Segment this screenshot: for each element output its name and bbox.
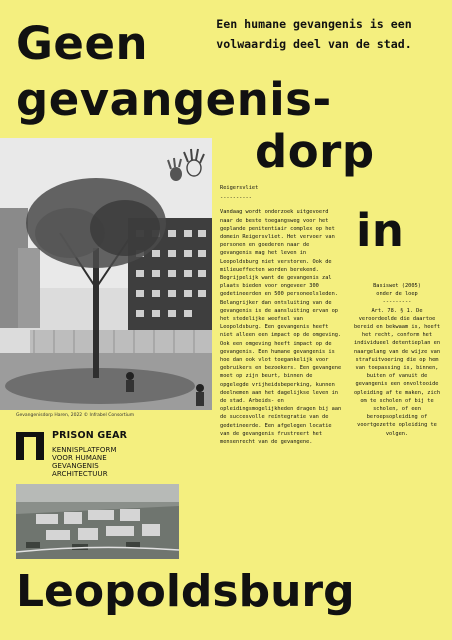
title-line-1: Geen bbox=[16, 17, 149, 70]
article-heading: Reigersvliet bbox=[220, 185, 259, 191]
tagline bbox=[184, 14, 444, 54]
brand-sub-line-4: ARCHITECTUUR bbox=[52, 470, 108, 478]
brand-sub-line-2: VOOR HUMANE bbox=[52, 454, 107, 462]
brand-name: PRISON GEAR bbox=[52, 430, 128, 441]
title-line-2: gevangenis- bbox=[16, 73, 332, 126]
photo-caption: Gevangenisdorp Haren, 2022 © Infrabel Consortium bbox=[16, 413, 135, 418]
aerial-photo-illustration bbox=[16, 484, 179, 559]
title-line-3: dorp bbox=[255, 125, 375, 178]
prison-photo bbox=[0, 138, 212, 410]
bottom-title: Leopoldsburg bbox=[16, 566, 355, 617]
article-body: Vandaag wordt onderzoek uitgevoerd naar de beste toegangsweg voor het geplande penitentiair complex op het domein Reigersvliet. Het vervoer van personen en goederen naar de gevangenis mag het leven in Leopoldsburg niet verstoren. Ook de milieueffecten worden berekend. Begrijpelijk want de gevangenis zal plaats bieden voor ongeveer 300 gedetineerden en 500 personeelsleden. Belangrijker dan ontsluiting van de gevangenis is de aansluiting ervan op het stedelijke weefsel van Leopoldsburg. Een gevangenis heeft niet alleen een impact op de omgeving. Ook een omgeving heeft impact op de gevangenis. Een humane gevangenis is hoe dan ook vlot toegankelijk voor gebruikers en bezoekers. Een gevangene moet op zijn beurt, binnen de opgelegde vrijheidsbeperking, kunnen deelnemen aan het dagelijkse leven in de stad. Arbeids- en opleidingsmogelijkheden dragen bij aan de succesvolle reïntegratie van de gedetineerde. Een afgelegen locatie van de gevangenis frustreert het mensenrecht van de gevangene. bbox=[220, 209, 342, 446]
tagline-line-2: volwaardig deel van de stad. bbox=[216, 37, 412, 51]
law-title-line-2: onder de loep bbox=[376, 291, 418, 298]
title-line-4: in bbox=[356, 204, 405, 257]
prison-gear-logo-icon bbox=[16, 432, 44, 460]
aerial-photo bbox=[16, 484, 179, 559]
prison-photo-illustration bbox=[0, 138, 212, 410]
brand-sub-line-3: GEVANGENIS bbox=[52, 462, 99, 470]
tagline-line-1: Een humane gevangenis is een bbox=[216, 17, 412, 31]
law-text: Art. 78. § 1. De veroordeelde die daartoe bereid en bekwaam is, heeft het recht, conform het individueel detentieplan en naargelang van de wijze van strafuitvoering die op hem van toepassing is, binnen, buiten of vanuit de gevangenis een onvoltooide opleiding af te maken, zich om te scholen of bij te scholen, of een beroepsopleiding of voortgezette opleiding te volgen. bbox=[353, 307, 441, 437]
brand-sub-line-1: KENNISPLATFORM bbox=[52, 446, 117, 454]
brand-subtitle bbox=[52, 446, 172, 478]
law-column bbox=[352, 282, 442, 438]
law-rule: --------- bbox=[382, 299, 412, 306]
law-title-line-1: Basiswet (2005) bbox=[373, 283, 421, 289]
article-column bbox=[220, 184, 344, 446]
article-rule: ---------- bbox=[220, 195, 252, 202]
